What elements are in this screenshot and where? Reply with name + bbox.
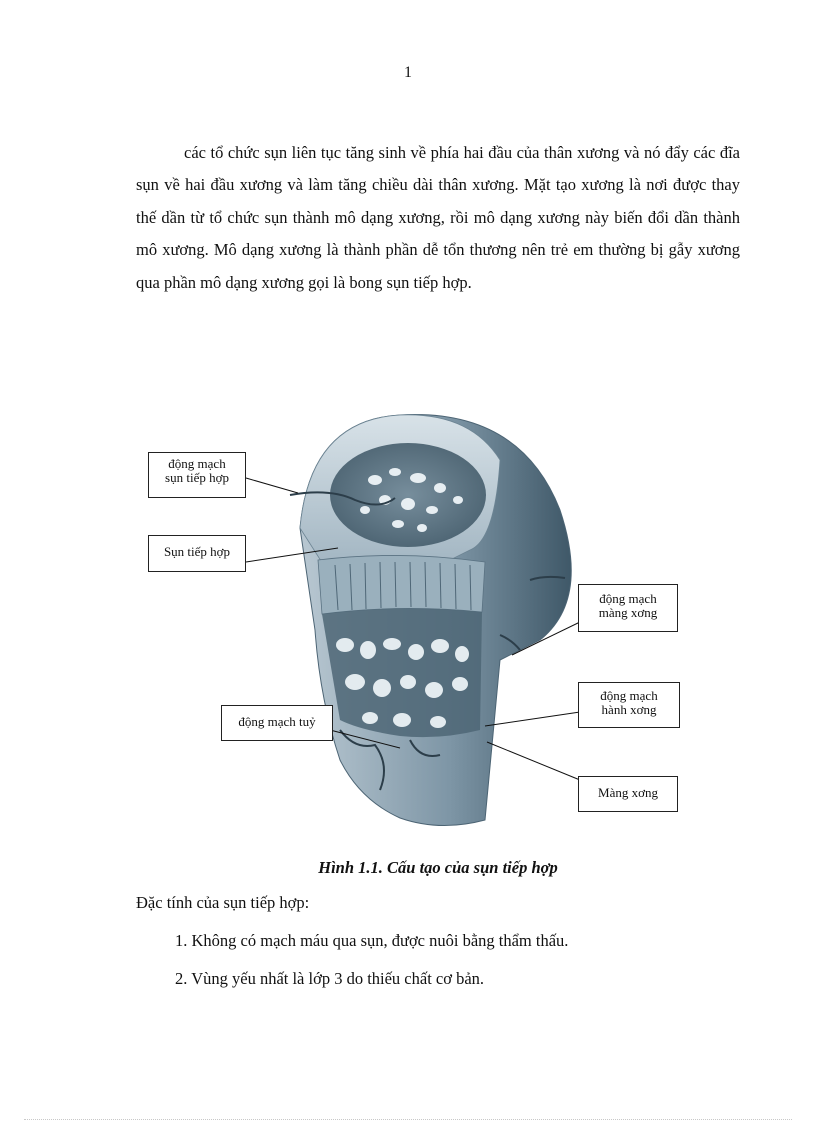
callout-text: Màng xơng [598,785,658,800]
callout-artery-growth-plate [148,452,246,498]
property-item: 2. Vùng yếu nhất là lớp 3 do thiếu chất cơ bản. [175,969,485,988]
callout-text-line-1: động mạch [168,456,226,471]
epiphysis-spongy-bone [330,443,486,547]
growth-plate-band [318,555,485,614]
properties-title: Đặc tính của sụn tiếp hợp: [136,893,310,912]
property-item: 1. Không có mạch máu qua sụn, được nuôi bằng thẩm thấu. [175,931,569,950]
callout-text-line-1: động mạch [600,688,658,703]
callout-periosteum [578,776,678,812]
callout-text: Sụn tiếp hợp [163,544,231,559]
callout-periosteal-artery [578,584,678,632]
bone-anatomy-figure [140,400,700,840]
callout-text: động mạch tuỷ [238,714,316,729]
callout-metaphyseal-artery [578,682,680,728]
callout-text-line-2: màng xơng [598,605,658,620]
page-bottom-divider [24,1119,792,1120]
callout-text-line-2: hành xơng [601,702,657,717]
callout-text-line-2: sụn tiếp hợp [165,470,229,485]
page-number: 1 [404,64,412,81]
intro-paragraph: các tổ chức sụn liên tục tăng sinh về phía hai đầu của thân xương và nó đẩy các đĩa sụn về hai đầu xương và làm tăng chiều dài thân xương. Mặt tạo xương là nơi được thay thế dần từ tổ chức sụn thành mô dạng xương, rồi mô dạng xương này biến đổi dần thành mô xương. Mô dạng xương là thành phần dễ tổn thương nên trẻ em thường bị gẫy xương qua phần mô dạng xương gọi là bong sụn tiếp hợp. [136,143,740,292]
callout-medullary-artery [221,705,333,741]
callout-growth-plate [148,535,246,572]
callout-text-line-1: động mạch [599,591,657,606]
figure-caption: Hình 1.1. Cấu tạo của sụn tiếp hợp [318,858,558,877]
